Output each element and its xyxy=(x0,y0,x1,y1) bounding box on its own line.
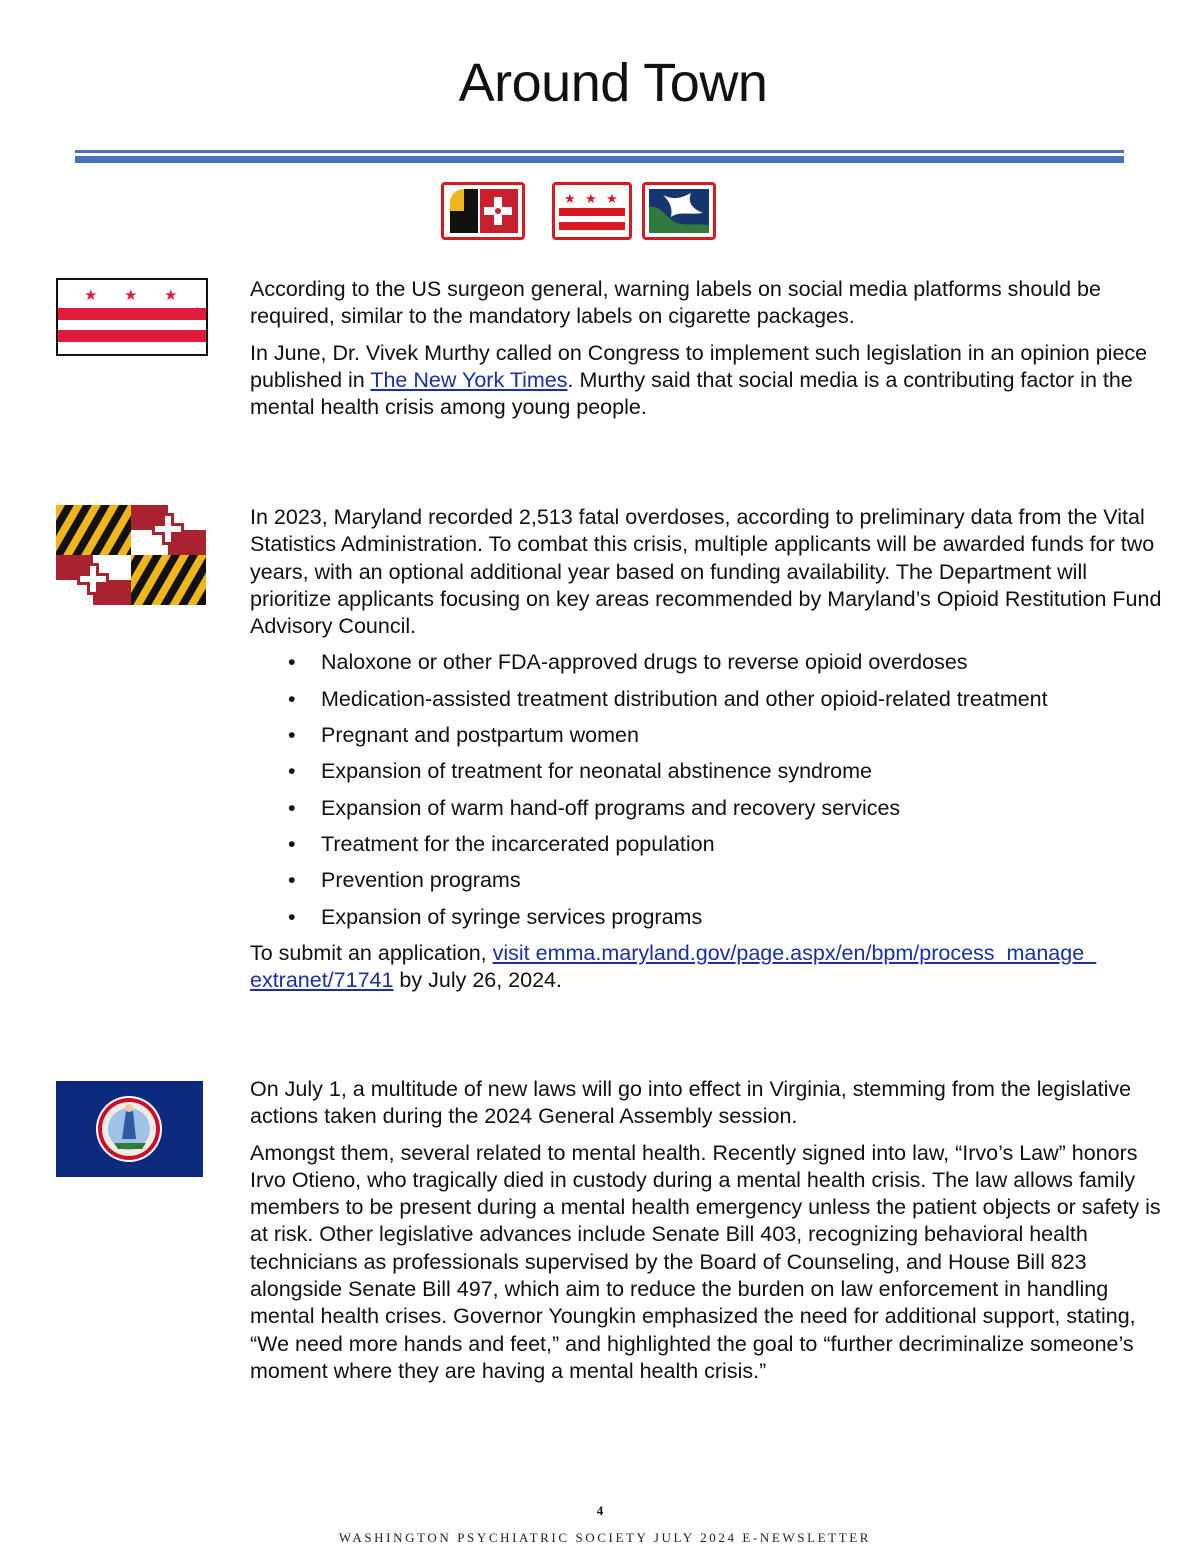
virginia-flag-icon xyxy=(56,1081,203,1177)
svg-text:★: ★ xyxy=(124,286,138,304)
dc-paragraph-2: In June, Dr. Vivek Murthy called on Congress to implement such legislation in an opinion piece published in The New York Times. Murthy said that social media is a contributing factor in the mental health crisis among young people. xyxy=(250,340,1148,420)
newsletter-footer: WASHINGTON PSYCHIATRIC SOCIETY JULY 2024 E-NEWSLETTER xyxy=(338,1530,872,1545)
list-item: • Medication-assisted treatment distribution and other opioid-related treatment xyxy=(250,686,1165,713)
dc-paragraph-1: According to the US surgeon general, warning labels on social media platforms should be required, similar to the mandatory labels on cigarette packages. xyxy=(250,277,1101,329)
svg-text:★: ★ xyxy=(164,286,178,304)
dc-badge-icon xyxy=(552,182,632,240)
svg-text:★: ★ xyxy=(84,286,98,304)
list-item: • Expansion of warm hand-off programs and recovery services xyxy=(250,795,1165,822)
page-number: 4 xyxy=(596,1503,604,1518)
svg-text:★: ★ xyxy=(606,192,618,207)
virginia-paragraph-1: On July 1, a multitude of new laws will go into effect in Virginia, stemming from the legislative actions taken during the 2024 General Assembly session. xyxy=(250,1077,1132,1129)
list-item: • Naloxone or other FDA-approved drugs to reverse opioid overdoses xyxy=(250,649,1165,676)
list-item: • Expansion of syringe services programs xyxy=(250,904,1165,931)
nyt-link[interactable]: The New York Times xyxy=(370,367,568,392)
header-rule-thin xyxy=(75,150,1124,153)
dc-section xyxy=(250,276,1165,430)
maryland-flag-icon xyxy=(56,505,206,605)
header-rule-thick xyxy=(75,156,1124,163)
svg-text:★: ★ xyxy=(585,192,597,207)
page-title: Around Town xyxy=(458,53,768,113)
maryland-badge-icon xyxy=(441,182,525,240)
priority-list xyxy=(250,649,1165,930)
virginia-badge-icon xyxy=(642,182,716,240)
dc-flag-icon xyxy=(56,278,208,356)
list-item: • Expansion of treatment for neonatal abstinence syndrome xyxy=(250,758,1165,785)
maryland-section xyxy=(250,504,1165,1003)
list-item: • Prevention programs xyxy=(250,867,1165,894)
emma-application-link[interactable]: visit emma.maryland.gov/page.aspx/en/bpm/process_manage_ extranet/71741 xyxy=(250,940,1097,993)
maryland-intro: In 2023, Maryland recorded 2,513 fatal overdoses, according to preliminary data from the Vital Statistics Administration. To combat this crisis, multiple applicants will be awarded funds for two years, with an optional additional year based on funding availability. The Department will prioritize applicants focusing on key areas recommended by Maryland’s Opioid Restitution Fund Advisory Council. xyxy=(250,505,1162,639)
virginia-paragraph-2: Amongst them, several related to mental health. Recently signed into law, “Irvo’s Law” honors Irvo Otieno, who tragically died in custody during a mental health crisis. The law allows family members to be present during a mental health emergency unless the patient objects or safety is at risk. Other legislative advances include Senate Bill 403, recognizing behavioral health technicians as professionals supervised by the Board of Counseling, and House Bill 823 alongside Senate Bill 497, which aim to reduce the burden on law enforcement in handling mental health crises. Governor Youngkin emphasized the need for additional support, stating, “We need more hands and feet,” and highlighted the goal to “further decriminalize someone’s moment where they are having a mental health crisis.” xyxy=(250,1140,1161,1383)
maryland-submit: To submit an application, visit emma.maryland.gov/page.aspx/en/bpm/process_manage_ extranet/71741 by July 26, 2024. xyxy=(250,940,1097,993)
list-item: • Treatment for the incarcerated population xyxy=(250,831,1165,858)
list-item: • Pregnant and postpartum women xyxy=(250,722,1165,749)
virginia-section xyxy=(250,1076,1165,1394)
svg-text:★: ★ xyxy=(564,192,576,207)
